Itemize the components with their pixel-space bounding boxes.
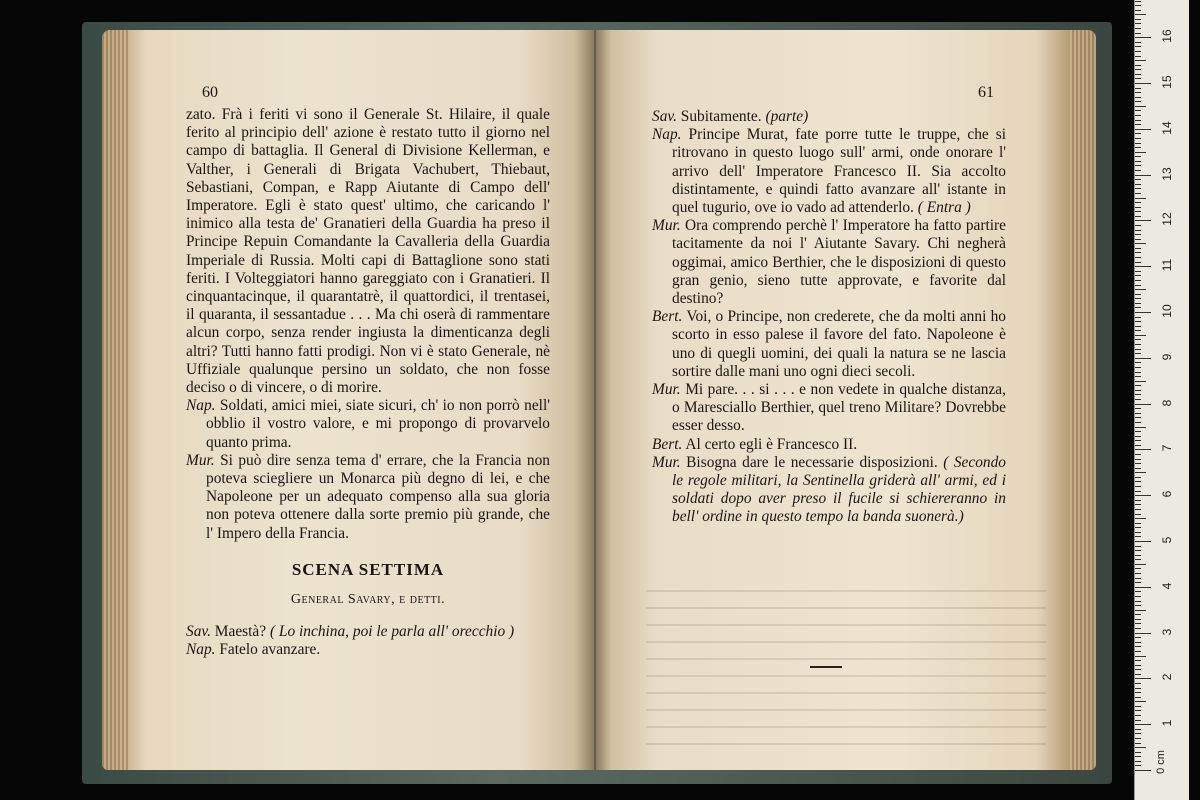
ruler-tick [1135, 19, 1141, 20]
ruler-tick [1135, 147, 1141, 148]
ruler-tick [1135, 349, 1141, 350]
ruler-tick [1135, 642, 1141, 643]
ruler-number: 14 [1160, 121, 1174, 135]
ruler-tick [1135, 729, 1141, 730]
ruler-tick [1135, 115, 1141, 116]
page-number-right: 61 [978, 84, 994, 101]
ruler-tick [1135, 651, 1141, 652]
ruler-number: 16 [1160, 29, 1174, 43]
ruler-tick [1135, 550, 1141, 551]
ruler-tick [1135, 720, 1141, 721]
ruler-tick [1135, 454, 1141, 455]
ruler-tick [1135, 220, 1151, 221]
ruler-number: 6 [1160, 490, 1174, 498]
left-page-text [186, 106, 550, 660]
ruler-tick [1135, 69, 1141, 70]
ruler-tick [1135, 138, 1141, 139]
ruler-tick [1135, 559, 1141, 560]
speaker-label: Sav. [186, 623, 211, 641]
ruler-number: 7 [1160, 445, 1174, 452]
ruler-tick [1135, 738, 1141, 739]
ruler-number: 5 [1160, 536, 1174, 544]
ruler-tick [1135, 78, 1141, 79]
ruler-tick [1135, 394, 1141, 395]
ruler-tick [1135, 74, 1141, 75]
ruler-tick [1135, 294, 1141, 295]
ruler-tick [1135, 14, 1146, 15]
dialogue-line [186, 641, 550, 659]
ruler-tick [1135, 165, 1141, 166]
ruler-tick [1135, 440, 1141, 441]
ruler-tick [1135, 307, 1141, 308]
ruler-tick [1135, 51, 1141, 52]
ruler-tick [1135, 765, 1141, 766]
ruler-tick [1135, 541, 1151, 542]
ruler-tick [1135, 619, 1141, 620]
ruler-tick [1135, 701, 1146, 702]
ruler-tick [1135, 120, 1141, 121]
ruler-tick [1135, 582, 1141, 583]
ruler-tick [1135, 509, 1141, 510]
ruler-tick [1135, 92, 1141, 93]
ruler-tick [1135, 399, 1141, 400]
dialogue-line [186, 623, 550, 641]
ruler-tick [1135, 697, 1141, 698]
ruler-tick [1135, 628, 1141, 629]
ruler-tick [1135, 330, 1141, 331]
ruler-tick [1135, 431, 1141, 432]
ruler-tick [1135, 665, 1141, 666]
ruler-tick [1135, 756, 1141, 757]
page-edges [102, 30, 128, 770]
ruler-tick [1135, 248, 1141, 249]
ruler-tick [1135, 42, 1141, 43]
ruler-number: 13 [1160, 166, 1174, 181]
ruler-tick [1135, 678, 1151, 679]
ruler-tick [1135, 271, 1141, 272]
ruler-tick [1135, 358, 1151, 359]
ruler-tick [1135, 101, 1141, 102]
ruler-tick [1135, 88, 1141, 89]
ruler-tick [1135, 546, 1141, 547]
speaker-label: Mur. [186, 451, 215, 469]
ruler-tick [1135, 376, 1141, 377]
ruler-tick [1135, 152, 1146, 153]
ruler-tick [1135, 381, 1146, 382]
ruler-tick [1135, 230, 1141, 231]
stage-direction: ( Secondo le regole militari, la Sentinella griderà all' armi, ed i soldati dopo aver preso il fucile si schiereranno in bell' ordine in questo tempo la banda suonerà.) [672, 453, 1006, 526]
ruler-tick [1135, 633, 1151, 634]
ruler-tick [1135, 5, 1141, 6]
right-page-text [652, 108, 1006, 527]
dialogue-line [652, 454, 1006, 527]
ruler-tick [1135, 747, 1146, 748]
ruler-tick [1135, 743, 1141, 744]
ruler-tick [1135, 312, 1151, 313]
ruler-tick [1135, 37, 1151, 38]
ruler-number: 9 [1160, 353, 1174, 361]
ruler-tick [1135, 234, 1141, 235]
ruler-tick [1135, 252, 1141, 253]
dialogue-line [652, 217, 1006, 308]
ruler-tick [1135, 1, 1141, 2]
ruler-number: 10 [1160, 304, 1174, 318]
ruler-tick [1135, 710, 1141, 711]
ruler-tick [1135, 656, 1146, 657]
ruler-tick [1135, 390, 1141, 391]
ruler-tick [1135, 33, 1141, 34]
ruler-tick [1135, 504, 1141, 505]
ruler-tick [1135, 385, 1141, 386]
ruler-tick [1135, 674, 1141, 675]
ruler-tick [1135, 532, 1141, 533]
ruler-tick [1135, 243, 1146, 244]
ruler-number: 3 [1160, 628, 1174, 635]
ruler-tick [1135, 660, 1141, 661]
ruler-tick [1135, 436, 1141, 437]
ruler-number: 2 [1160, 674, 1174, 681]
page-edges [1070, 30, 1096, 770]
dialogue-line [652, 126, 1006, 217]
ruler-tick [1135, 353, 1141, 354]
ruler-tick [1135, 408, 1141, 409]
ruler-number: 4 [1160, 582, 1174, 590]
ruler-tick [1135, 298, 1141, 299]
ruler-tick [1135, 463, 1141, 464]
ruler-tick [1135, 427, 1146, 428]
line-text: Ora comprendo perchè l' Imperatore ha fatto partire tacitamente da noi l' Aiutante Savary. Chi negherà oggimai, amico Berthier, che le disposizioni di questo gran genio, sieno tutte approvate, e favorite dal destino? [672, 217, 1006, 308]
ruler-tick [1135, 280, 1141, 281]
ruler-tick [1135, 555, 1141, 556]
ruler-tick [1135, 536, 1141, 537]
ruler-number: 12 [1160, 212, 1174, 227]
ruler-tick [1135, 573, 1141, 574]
ruler-tick [1135, 715, 1141, 716]
ruler-tick [1135, 637, 1141, 638]
speaker-label: Nap. [186, 641, 216, 659]
line-text: Principe Murat, fate porre tutte le truppe, che si ritrovano in questo luogo sull' armi, onde onorare l' arrivo dell' Imperatore Francesco II. Sia accolto distintamente, e quindi fatto avanzare all' istante in quel tugurio, ove io vado ad attenderlo. [672, 126, 1006, 217]
ruler-number: 1 [1160, 719, 1174, 727]
ruler-tick [1135, 564, 1146, 565]
ruler-tick [1135, 28, 1141, 29]
ruler-tick [1135, 495, 1151, 496]
ruler-tick [1135, 514, 1141, 515]
ruler-tick [1135, 193, 1141, 194]
ruler-tick [1135, 596, 1141, 597]
dialogue-line [652, 108, 1006, 126]
ruler-tick [1135, 523, 1141, 524]
ruler-tick [1135, 124, 1141, 125]
ruler-tick [1135, 623, 1141, 624]
ruler-tick [1135, 170, 1141, 171]
ruler-tick [1135, 184, 1141, 185]
ruler-tick [1135, 486, 1141, 487]
stage-direction: ( Entra ) [917, 199, 971, 217]
ruler-tick [1135, 692, 1141, 693]
ruler-tick [1135, 56, 1141, 57]
scene-title: SCENA SETTIMA [291, 559, 445, 579]
stage-direction: ( Lo inchina, poi le parla all' orecchio ) [269, 623, 515, 641]
line-text: Fatelo avanzare. [219, 641, 321, 659]
ruler-tick [1135, 317, 1141, 318]
ruler-tick [1135, 216, 1141, 217]
line-text: Bisogna dare le necessarie disposizioni. [686, 453, 938, 471]
ruler-tick [1135, 367, 1141, 368]
dialogue-line [652, 436, 1006, 454]
ruler-tick [1135, 65, 1141, 66]
ruler-tick [1135, 275, 1141, 276]
ruler-tick [1135, 97, 1141, 98]
line-text: Maestà? [214, 623, 267, 641]
measuring-ruler [1134, 0, 1189, 800]
ruler-tick [1135, 46, 1141, 47]
ruler-tick [1135, 587, 1151, 588]
ruler-tick [1135, 198, 1146, 199]
ruler-tick [1135, 60, 1146, 61]
ruler-tick [1135, 10, 1141, 11]
speaker-label: Bert. [652, 435, 683, 453]
ruler-tick [1135, 601, 1141, 602]
ruler-tick [1135, 477, 1141, 478]
ruler-tick [1135, 175, 1151, 176]
ruler-tick [1135, 614, 1141, 615]
ruler-tick [1135, 266, 1151, 267]
line-text: Si può dire senza tema d' errare, che la Francia non poteva sciegliere un Monarca più degno di lei, e che Napoleone per un adequato compenso alla sua gloria non poteva ottenere dalla sorte premio più grande, che l' Impero della Francia. [206, 451, 550, 542]
right-page [596, 30, 1096, 770]
ruler-tick [1135, 706, 1141, 707]
ruler-tick [1135, 422, 1141, 423]
ruler-tick [1135, 257, 1141, 258]
ruler-tick [1135, 591, 1141, 592]
dialogue-line [652, 308, 1006, 381]
speaker-label: Mur. [652, 453, 681, 471]
ruler-tick [1135, 225, 1141, 226]
ruler-tick [1135, 472, 1146, 473]
speaker-label: Nap. [652, 126, 682, 144]
dialogue-line [186, 397, 550, 452]
ruler-tick [1135, 188, 1141, 189]
left-page [102, 30, 594, 770]
ruler-tick [1135, 770, 1151, 771]
ruler-tick [1135, 669, 1141, 670]
line-text: Subitamente. [680, 108, 762, 125]
dialogue-line [186, 452, 550, 543]
ruler-tick [1135, 110, 1141, 111]
ruler-tick [1135, 459, 1141, 460]
ruler-tick [1135, 202, 1141, 203]
ruler-tick [1135, 344, 1141, 345]
ruler-tick [1135, 262, 1141, 263]
line-text: Soldati, amici miei, siate sicuri, ch' io non porrò nell' obblio il vostro valore, e mi propongo di provarvelo quanto prima. [206, 397, 550, 451]
show-through-text [646, 590, 1046, 760]
ruler-tick [1135, 23, 1141, 24]
ruler-tick [1135, 688, 1141, 689]
ruler-tick [1135, 568, 1141, 569]
page-number-left: 60 [202, 84, 218, 101]
ruler-tick [1135, 106, 1146, 107]
ruler-tick [1135, 289, 1146, 290]
ruler-tick [1135, 156, 1141, 157]
ruler-tick [1135, 321, 1141, 322]
ruler-tick [1135, 239, 1141, 240]
line-text: Voi, o Principe, non crederete, che da molti anni ho scorto in esso palese il favore del fato. Napoleone è uno di quegli uomini, dei quali la natura se ne lascia sortire dalle mani uno ogni dieci secoli. [672, 308, 1006, 380]
ruler-tick [1135, 518, 1146, 519]
ruler-tick [1135, 372, 1141, 373]
line-text: Mi pare. . . si . . . e non vedete in qualche distanza, o Maresciallo Berthier, quel treno Militare? Dovrebbe esser desso. [672, 381, 1006, 435]
ruler-tick [1135, 481, 1141, 482]
ruler-tick [1135, 133, 1141, 134]
ruler-number: 11 [1160, 258, 1174, 272]
ruler-tick [1135, 303, 1141, 304]
ruler-tick [1135, 339, 1141, 340]
speaker-label: Bert. [652, 308, 683, 326]
ruler-tick [1135, 468, 1141, 469]
ruler-tick [1135, 417, 1141, 418]
ruler-tick [1135, 413, 1141, 414]
ruler-tick [1135, 83, 1151, 84]
ruler-tick [1135, 445, 1141, 446]
line-text: Al certo egli è Francesco II. [685, 435, 858, 453]
ruler-tick [1135, 285, 1141, 286]
ruler-tick [1135, 179, 1141, 180]
ruler-tick [1135, 143, 1141, 144]
ruler-tick [1135, 129, 1151, 130]
ruler-tick [1135, 527, 1141, 528]
ruler-tick [1135, 491, 1141, 492]
stage-direction: (parte) [765, 108, 809, 125]
ruler-tick [1135, 733, 1141, 734]
ruler-tick [1135, 362, 1141, 363]
ruler-tick [1135, 752, 1141, 753]
ruler-tick [1135, 761, 1141, 762]
ruler-tick [1135, 500, 1141, 501]
continuation-paragraph: zato. Frà i feriti vi sono il Generale St. Hilaire, il quale ferito al principio dell' azione è restato tutto il giorno nel campo di battaglia. Il General di Divisione Kellerman, e Valther, i Generali di Brigata Vachubert, Thiebaut, Sebastiani, Compan, e Rapp Aiutante di Campo dell' Imperatore. Egli è stato quest' ultimo, che caricando l' inimico alla testa de' Granatieri della Guardia ha preso il Principe Repuin Comandante la Cavalleria della Guardia Imperiale di Russia. Molti capi di Battaglione sono stati feriti. I Volteggiatori hanno gareggiato con i Granatieri. Il cinquantacinque, il quarantatrè, il quattordici, il trentasei, il quaranta, il sessantadue . . . Ma chi oserà di rammentare alcun corpo, senza render ingiusta la dimenticanza degli altri? Tutti hanno fatti prodigi. Non vi è stato Generale, nè Uffiziale qualunque persino un soldato, che non fosse deciso o di vincere, o di morire. [186, 106, 550, 397]
ruler-number: 15 [1160, 75, 1174, 89]
ruler-tick [1135, 724, 1151, 725]
ruler-tick [1135, 207, 1141, 208]
ruler-unit-label: 0 cm [1154, 750, 1167, 774]
ruler-tick [1135, 646, 1141, 647]
ruler-tick [1135, 683, 1141, 684]
ruler-tick [1135, 211, 1141, 212]
ruler-tick [1135, 578, 1141, 579]
ruler-tick [1135, 161, 1141, 162]
ornament-rule [810, 666, 842, 668]
ruler-tick [1135, 404, 1151, 405]
speaker-label: Mur. [652, 381, 681, 399]
scene-characters: General Savary, e detti. [290, 592, 446, 608]
ruler-tick [1135, 335, 1146, 336]
ruler-tick [1135, 326, 1141, 327]
speaker-label: Sav. [652, 108, 677, 125]
ruler-tick [1135, 605, 1141, 606]
ruler-tick [1135, 449, 1151, 450]
ruler-tick [1135, 610, 1146, 611]
speaker-label: Nap. [186, 397, 216, 415]
ruler-number: 8 [1160, 399, 1174, 406]
dialogue-line [652, 381, 1006, 436]
speaker-label: Mur. [652, 217, 681, 235]
